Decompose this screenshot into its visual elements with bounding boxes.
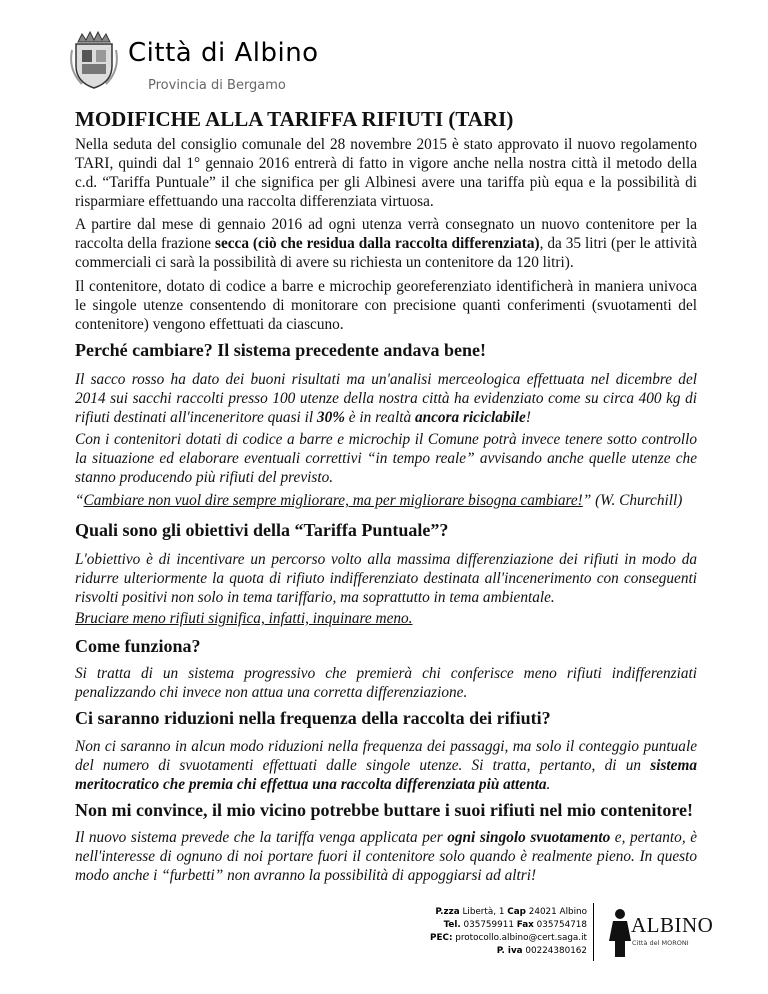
footer-phone: Tel. 035759911 Fax 035754718 <box>443 920 587 930</box>
churchill-quote: “Cambiare non vuol dire sempre migliorare, ma per migliorare bisogna cambiare!” (W. Churchill) <box>75 492 683 509</box>
page-title: MODIFICHE ALLA TARIFFA RIFIUTI (TARI) <box>75 107 514 131</box>
footer-pec: PEC: protocollo.albino@cert.saga.it <box>430 933 587 943</box>
province-name: Provincia di Bergamo <box>148 78 286 93</box>
logo-subtitle: Città del MORONI <box>632 939 689 947</box>
letterhead <box>68 30 388 100</box>
neighbour-paragraph: Il nuovo sistema prevede che la tariffa venga applicata per ogni singolo svuotamento e, pertanto, è nell'interesse di ognuno di noi portare fuori il contenitore solo quando è realmente pieno. In questo modo anche i “furbetti” non avranno la possibilità di appoggiarsi ad altri! <box>75 829 698 884</box>
moroni-figure-icon <box>607 907 633 959</box>
section-heading: Perché cambiare? Il sistema precedente andava bene! <box>75 340 486 360</box>
objectives-paragraph-2: Bruciare meno rifiuti significa, infatti, inquinare meno. <box>75 610 413 627</box>
coat-of-arms-icon <box>68 30 120 90</box>
logo-text: ALBINO <box>631 913 714 937</box>
objectives-paragraph-1: L'obiettivo è di incentivare un percorso volto alla massima differenziazione dei rifiuti in modo da ridurre ulteriormente la quota di rifiuto indifferenziato destinata all'incenerimento con conseguenti risvolti positivi non solo in tema tariffario, ma soprattutto in tema ambientale. <box>75 551 697 606</box>
albino-logo <box>607 905 714 960</box>
footer-address: P.zza Libertà, 1 Cap 24021 Albino <box>435 907 587 917</box>
footer-vat: P. iva 00224380162 <box>496 946 587 956</box>
frequency-paragraph: Non ci saranno in alcun modo riduzioni nella frequenza dei passaggi, ma solo il conteggio puntuale del numero di svuotamenti effettuati dalle singole utenze. Si tratta, pertanto, di un sistema meritocratico che premia chi effettua una raccolta differenziata più attenta. <box>75 738 697 793</box>
section-why-change <box>75 340 697 361</box>
why-paragraph-2: Con i contenitori dotati di codice a barre e microchip il Comune potrà invece tenere sotto controllo la situazione ed elaborare eventuali correttivi “in tempo reale” avvisando anche quelle utenze che stanno producendo più rifiuti del previsto. <box>75 431 697 486</box>
how-paragraph: Si tratta di un sistema progressivo che premierà chi conferisce meno rifiuti indifferenziati penalizzando chi invece non attua una corretta differenziazione. <box>75 665 697 701</box>
why-paragraph-1: Il sacco rosso ha dato dei buoni risultati ma un'analisi merceologica effettuata nel dicembre del 2014 sui sacchi raccolti presso 100 utenze della nostra città ha evidenziato come su circa 400 kg di rifiuti destinati all'inceneritore quasi il 30% è in realtà ancora riciclabile! <box>75 371 697 426</box>
section-neighbour <box>75 800 697 821</box>
footer-contacts <box>380 906 587 958</box>
intro-paragraph-3: Il contenitore, dotato di codice a barre e microchip georeferenziato identificherà in maniera univoca le singole utenze consentendo di monitorare con precisione quanti conferimenti (svuotamenti del contenitore) vengono effettuati da ciascuno. <box>75 278 697 333</box>
intro-paragraph-1: Nella seduta del consiglio comunale del 28 novembre 2015 è stato approvato il nuovo regolamento TARI, quindi dal 1° gennaio 2016 entrerà di fatto in vigore anche nella nostra città il metodo della c.d. “Tariffa Puntuale” il che significa per gli Albinesi avere una tariffa più equa e la possibilità di risparmiare effettuando una raccolta differenziata virtuosa. <box>75 136 697 210</box>
section-frequency <box>75 708 697 729</box>
section-objectives <box>75 520 697 541</box>
section-heading: Quali sono gli obiettivi della “Tariffa Puntuale”? <box>75 520 449 540</box>
section-heading: Come funziona? <box>75 636 201 656</box>
intro-paragraph-2: A partire dal mese di gennaio 2016 ad ogni utenza verrà consegnato un nuovo contenitore per la raccolta della frazione secca (ciò che residua dalla raccolta differenziata), da 35 litri (per le attività commerciali ci sarà la possibilità di avere su richiesta un contenitore da 120 litri). <box>75 216 697 271</box>
city-name: Città di Albino <box>128 38 319 68</box>
section-heading: Ci saranno riduzioni nella frequenza della raccolta dei rifiuti? <box>75 708 551 728</box>
section-how-it-works <box>75 636 697 657</box>
footer-divider <box>593 903 594 961</box>
section-heading: Non mi convince, il mio vicino potrebbe buttare i suoi rifiuti nel mio contenitore! <box>75 800 693 820</box>
